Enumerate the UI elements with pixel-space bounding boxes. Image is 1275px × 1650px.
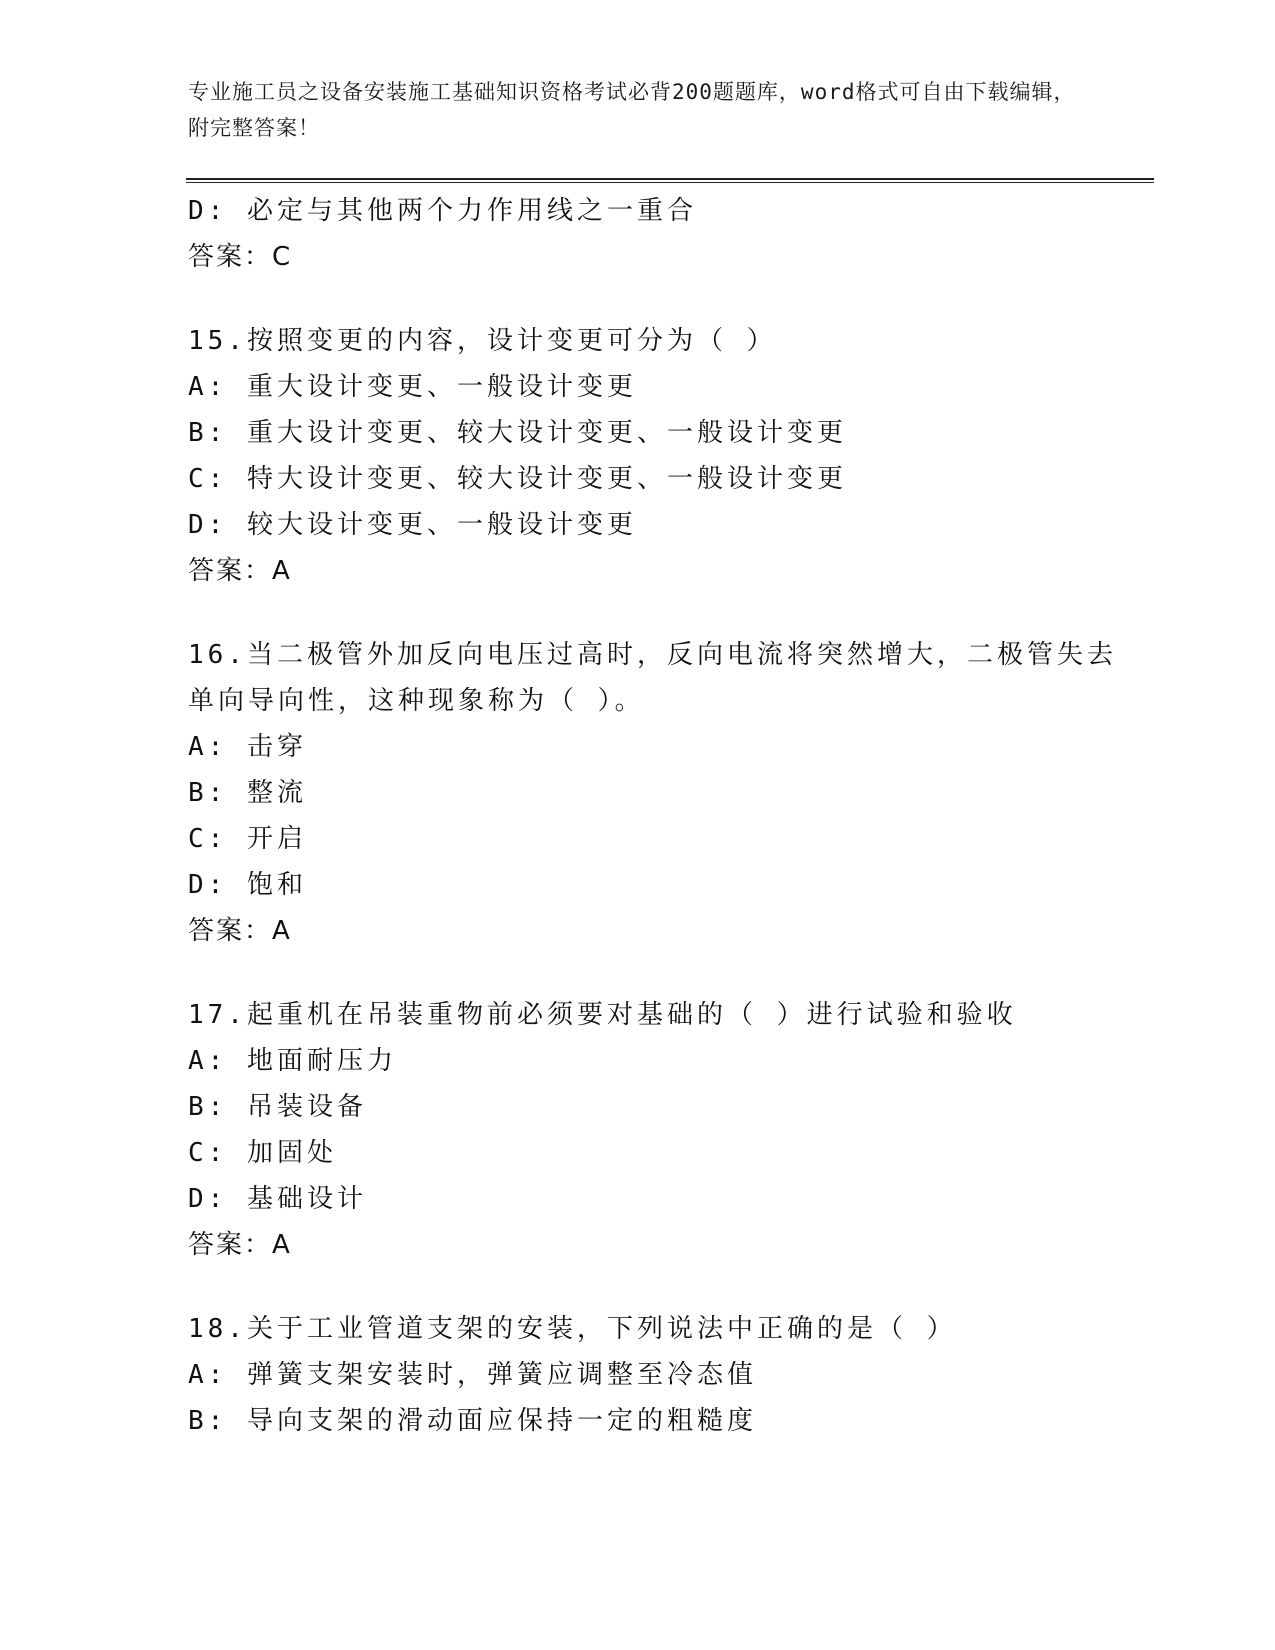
answer-line: 答案：A (188, 916, 292, 946)
option-line: A: 地面耐压力 (188, 1046, 397, 1076)
option-line: B: 导向支架的滑动面应保持一定的粗糙度 (188, 1406, 757, 1436)
option-line: D: 基础设计 (188, 1184, 367, 1214)
option-line: A: 弹簧支架安装时，弹簧应调整至冷态值 (188, 1360, 757, 1390)
question-stem: 17.起重机在吊装重物前必须要对基础的（ ）进行试验和验收 (188, 1000, 1017, 1030)
option-line: D: 饱和 (188, 870, 307, 900)
option-line: A: 重大设计变更、一般设计变更 (188, 372, 637, 402)
option-line: D: 较大设计变更、一般设计变更 (188, 510, 637, 540)
option-line: B: 重大设计变更、较大设计变更、一般设计变更 (188, 418, 847, 448)
answer-line: 答案：A (188, 1230, 292, 1260)
option-line: D: 必定与其他两个力作用线之一重合 (188, 196, 697, 226)
question-stem: 18.关于工业管道支架的安装，下列说法中正确的是（ ） (188, 1314, 957, 1344)
question-stem: 16.当二极管外加反向电压过高时，反向电流将突然增大，二极管失去 (188, 640, 1117, 670)
question-list (188, 188, 1148, 1444)
question-stem: 15.按照变更的内容，设计变更可分为（ ） (188, 326, 777, 356)
answer-line: 答案：C (188, 242, 293, 272)
question-block (188, 632, 1148, 954)
option-line: C: 特大设计变更、较大设计变更、一般设计变更 (188, 464, 847, 494)
question-block (188, 1306, 1148, 1444)
answer-line: 答案：A (188, 556, 292, 586)
option-line: B: 吊装设备 (188, 1092, 367, 1122)
page-header: 专业施工员之设备安装施工基础知识资格考试必背200题题库，word格式可自由下载编辑，附完整答案！ (188, 80, 1076, 140)
question-block (188, 318, 1148, 594)
question-block (188, 188, 1148, 280)
question-block (188, 992, 1148, 1268)
question-stem-continued: 单向导向性，这种现象称为（ ）。 (188, 686, 645, 716)
header-divider (186, 178, 1154, 183)
option-line: B: 整流 (188, 778, 307, 808)
option-line: C: 加固处 (188, 1138, 337, 1168)
option-line: C: 开启 (188, 824, 307, 854)
option-line: A: 击穿 (188, 732, 307, 762)
